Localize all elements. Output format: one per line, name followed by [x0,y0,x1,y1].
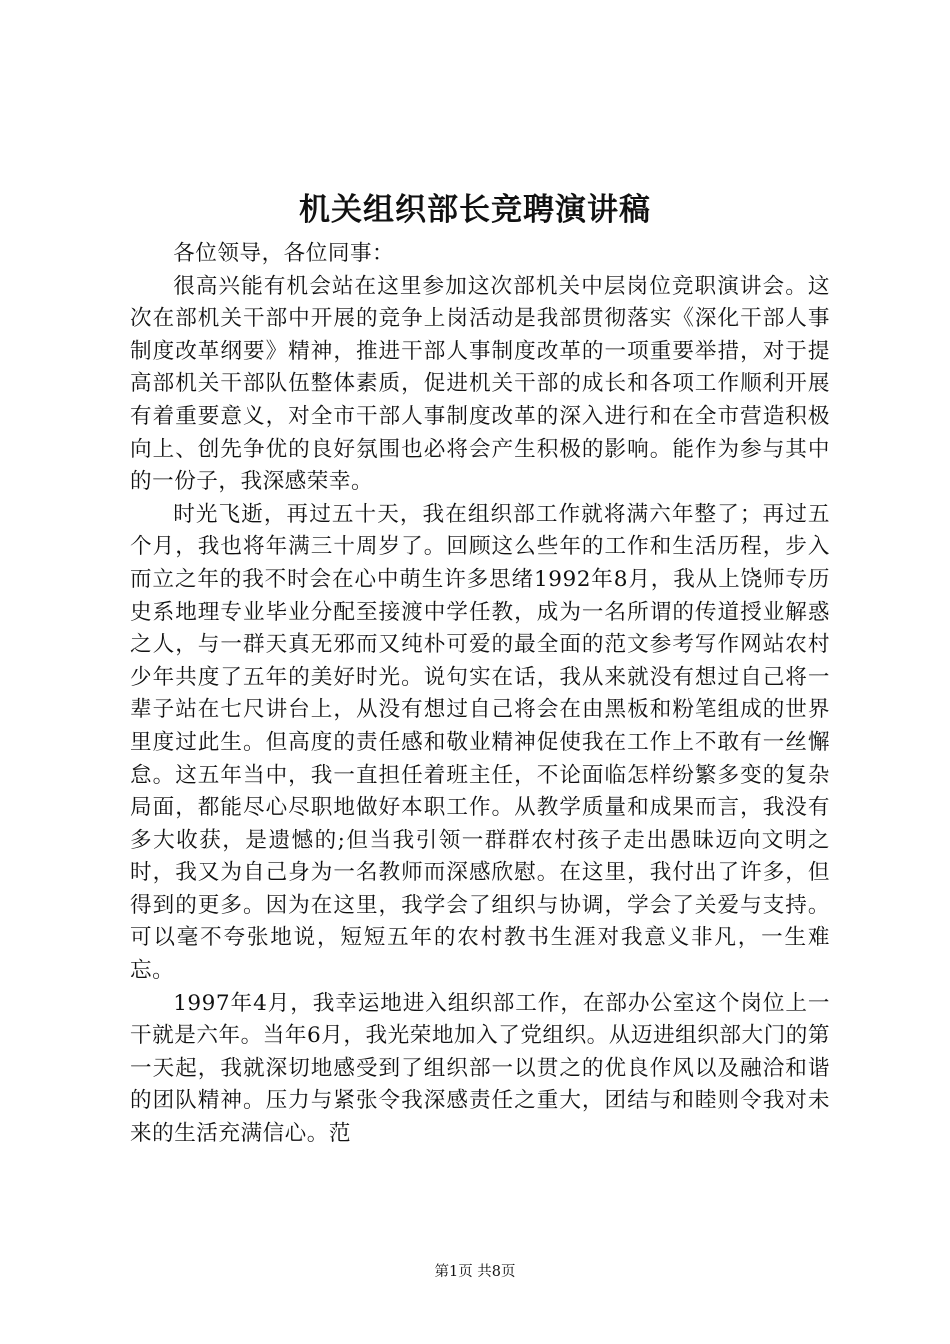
document-title: 机关组织部长竞聘演讲稿 [299,192,651,228]
body-paragraph: 时光飞逝，再过五十天，我在组织部工作就将满六年整了；再过五个月，我也将年满三十周岁了。回顾这么些年的工作和生活历程，步入而立之年的我不时会在心中萌生许多思绪1992年8月，我从上饶师专历史系地理专业毕业分配至接渡中学任教，成为一名所谓的传道授业解惑之人，与一群天真无邪而又纯朴可爱的最全面的范文参考写作网站农村少年共度了五年的美好时光。说句实在话，我从来就没有想过自己将一辈子站在七尺讲台上，从没有想过自己将会在由黑板和粉笔组成的世界里度过此生。但高度的责任感和敬业精神促使我在工作上不敢有一丝懈怠。这五年当中，我一直担任着班主任，不论面临怎样纷繁多变的复杂局面，都能尽心尽职地做好本职工作。从教学质量和成果而言，我没有多大收获，是遗憾的;但当我引领一群群农村孩子走出愚昧迈向文明之时，我又为自己身为一名教师而深感欣慰。在这里，我付出了许多，但得到的更多。因为在这里，我学会了组织与协调，学会了关爱与支持。可以毫不夸张地说，短短五年的农村教书生涯对我意义非凡，一生难忘。 [130,501,830,984]
body-paragraph: 很高兴能有机会站在这里参加这次部机关中层岗位竞职演讲会。这次在部机关干部中开展的竞争上岗活动是我部贯彻落实《深化干部人事制度改革纲要》精神，推进干部人事制度改革的一项重要举措，对于提高部机关干部队伍整体素质，促进机关干部的成长和各项工作顺利开展有着重要意义，对全市干部人事制度改革的深入进行和在全市营造积极向上、创先争优的良好氛围也必将会产生积极的影响。能作为参与其中的一份子，我深感荣幸。 [130,273,830,495]
document-body [130,238,830,1151]
body-paragraph: 1997年4月，我幸运地进入组织部工作，在部办公室这个岗位上一干就是六年。当年6月，我光荣地加入了党组织。从迈进组织部大门的第一天起，我就深切地感受到了组织部一以贯之的优良作风以及融洽和谐的团队精神。压力与紧张令我深感责任之重大，团结与和睦则令我对未来的生活充满信心。范 [130,990,830,1147]
page-footer: 第1页 共8页 [434,1264,516,1280]
salutation-paragraph: 各位领导，各位同事： [173,241,395,266]
